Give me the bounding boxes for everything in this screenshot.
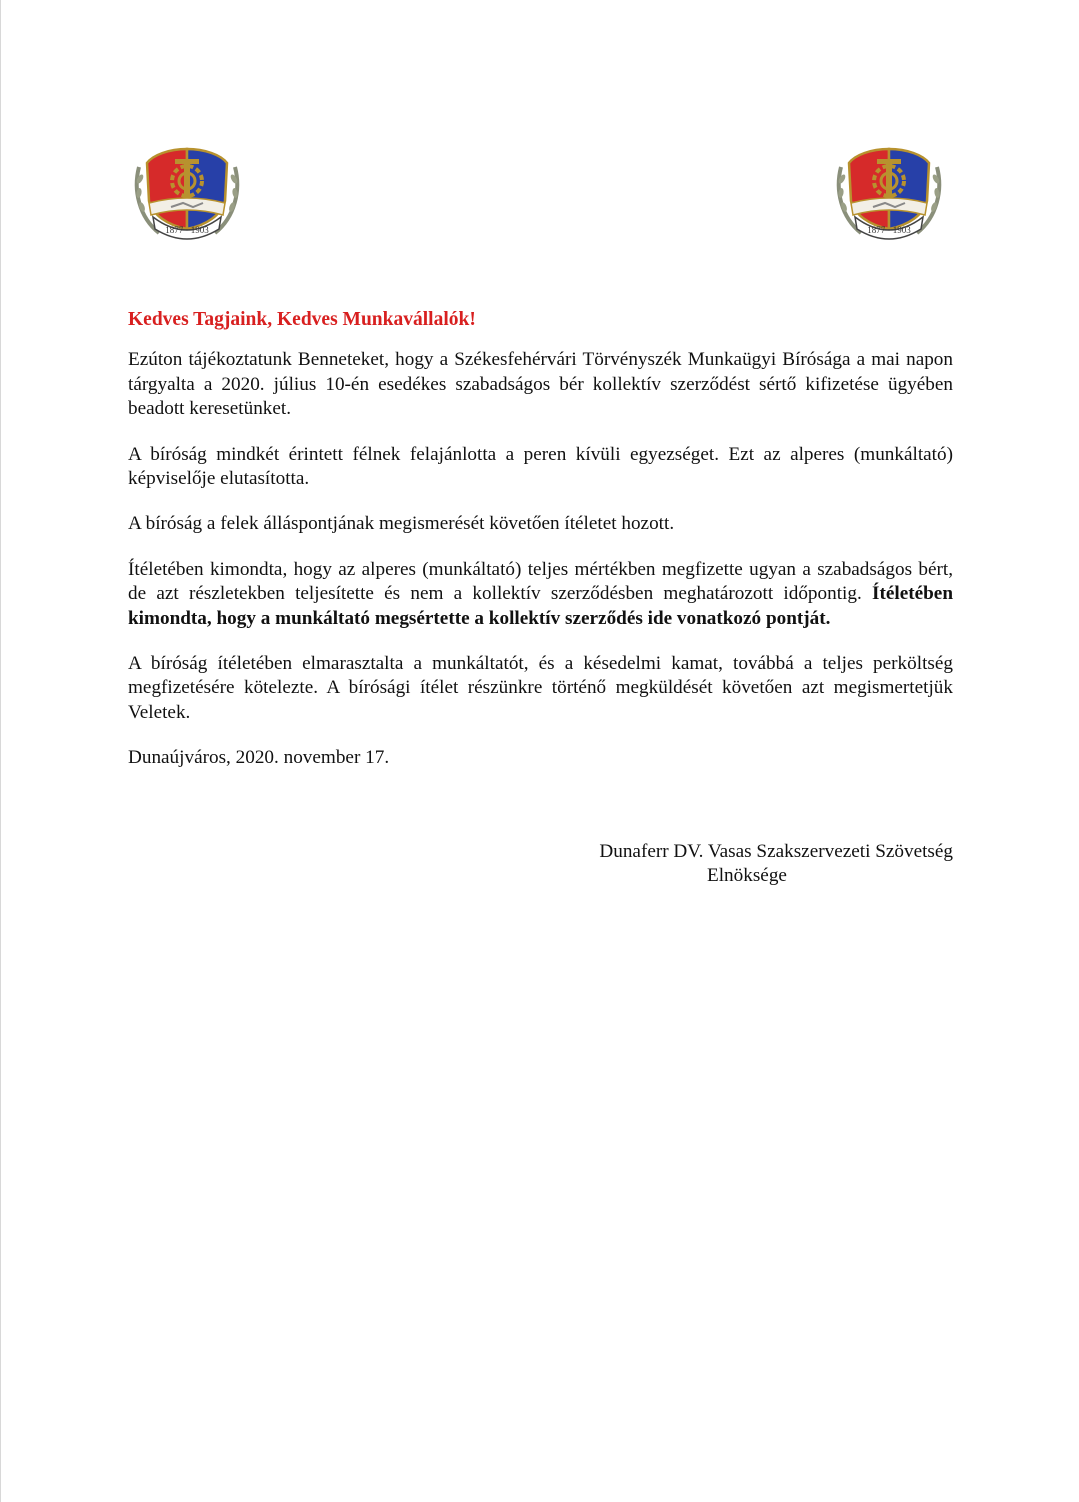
signature-block [541,840,953,889]
union-emblem-icon [833,145,945,245]
paragraph-judgment: A bíróság a felek álláspontjának megismerését követően ítéletet hozott. [128,513,675,535]
paragraph-settlement: A bíróság mindkét érintett félnek felajánlotta a peren kívüli egyezséget. Ezt az alperes (munkáltató) képviselője elutasította. [128,443,953,490]
union-emblem-icon [131,145,243,245]
ruling-text: Ítéletében kimondta, hogy az alperes (munkáltató) teljes mértékben megfizette ugyan a szabadságos bért, de azt részletekben teljesítette és nem a kollektív szerződésben meghatározott időpontig. [128,558,953,605]
ruling-emphasis: Ítéletében kimondta, hogy a munkáltató megsértette a kollektív szerződés ide vonatkozó pontját. [128,583,953,629]
paragraph-costs: A bíróság ítéletében elmarasztalta a munkáltatót, és a késedelmi kamat, továbbá a teljes perköltség megfizetésére kötelezte. A bírósági ítélet részünkre történő megküldését követően azt megismertetjük Veletek. [128,653,953,723]
signature-organization: Dunaferr DV. Vasas Szakszervezeti Szövetség [599,841,953,862]
letter-greeting: Kedves Tagjaink, Kedves Munkavállalók! [128,309,476,330]
paragraph-ruling [128,558,953,631]
svg-text:1877 · 1903: 1877 · 1903 [867,225,911,235]
place-date: Dunaújváros, 2020. november 17. [128,747,390,769]
letter-body [128,308,953,795]
signature-body: Elnöksége [707,865,787,887]
svg-text:1877 · 1903: 1877 · 1903 [165,225,209,235]
paragraph-hearing: Ezúton tájékoztatunk Benneteket, hogy a Székesfehérvári Törvényszék Munkaügyi Bírósága a mai napon tárgyalta a 2020. július 10-én esedékes szabadságos bér kollektív szerződést sértő kifizetése ügyében beadott keresetünket. [128,349,953,420]
